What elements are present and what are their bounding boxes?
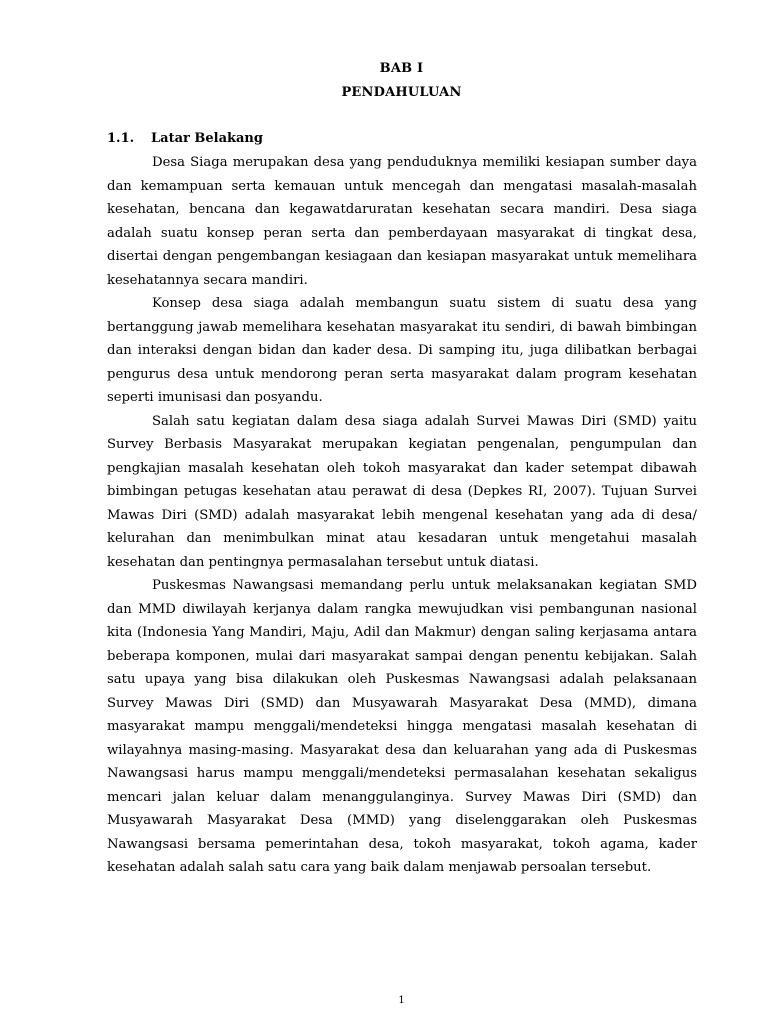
paragraph: Puskesmas Nawangsasi memandang perlu untuk melaksanakan kegiatan SMD dan MMD diwilayah kerjanya dalam rangka mewujudkan visi pembangunan nasional kita (Indonesia Yang Mandiri, Maju, Adil dan Makmur) dengan saling kerjasama antara beberapa komponen, mulai dari masyarakat sampai dengan penentu kebijakan. Salah satu upaya yang bisa dilakukan oleh Puskesmas Nawangsasi adalah pelaksanaan Survey Mawas Diri (SMD) dan Musyawarah Masyarakat Desa (MMD), dimana masyarakat mampu menggali/mendeteksi hingga mengatasi masalah kesehatan di wilayahnya masing-masing. Masyarakat desa dan keluarahan yang ada di Puskesmas Nawangsasi harus mampu menggali/mendeteksi permasalahan kesehatan sekaligus mencari jalan keluar dalam menanggulanginya. Survey Mawas Diri (SMD) dan Musyawarah Masyarakat Desa (MMD) yang diselenggarakan oleh Puskesmas Nawangsasi bersama pemerintahan desa, tokoh masyarakat, tokoh agama, kader kesehatan adalah salah satu cara yang baik dalam menjawab persoalan tersebut. [107, 578, 697, 875]
paragraph: Salah satu kegiatan dalam desa siaga adalah Survei Mawas Diri (SMD) yaitu Survey Berbasis Masyarakat merupakan kegiatan pengenalan, pengumpulan dan pengkajian masalah kesehatan oleh tokoh masyarakat dan kader setempat dibawah bimbingan petugas kesehatan atau perawat di desa (Depkes RI, 2007). Tujuan Survei Mawas Diri (SMD) adalah masyarakat lebih mengenal kesehatan yang ada di desa/ kelurahan dan menimbulkan minat atau kesadaran untuk mengetahui masalah kesehatan dan pentingnya permasalahan tersebut untuk diatasi. [107, 413, 697, 570]
section-title: Latar Belakang [151, 131, 263, 146]
page-number: 1 [398, 995, 405, 1006]
section-heading [107, 131, 263, 146]
paragraph: Konsep desa siaga adalah membangun suatu sistem di suatu desa yang bertanggung jawab memelihara kesehatan masyarakat itu sendiri, di bawah bimbingan dan interaksi dengan bidan dan kader desa. Di samping itu, juga dilibatkan berbagai pengurus desa untuk mendorong peran serta masyarakat dalam program kesehatan seperti imunisasi dan posyandu. [107, 296, 697, 405]
section-number: 1.1. [107, 131, 135, 146]
chapter-title: PENDAHULUAN [341, 85, 462, 100]
chapter-number: BAB I [379, 61, 424, 76]
paragraph: Desa Siaga merupakan desa yang penduduknya memiliki kesiapan sumber daya dan kemampuan serta kemauan untuk mencegah dan mengatasi masalah-masalah kesehatan, bencana dan kegawatdaruratan kesehatan secara mandiri. Desa siaga adalah suatu konsep peran serta dan pemberdayaan masyarakat di tingkat desa, disertai dengan pengembangan kesiagaan dan kesiapan masyarakat untuk memelihara kesehatannya secara mandiri. [107, 155, 697, 288]
body-text [107, 151, 697, 880]
